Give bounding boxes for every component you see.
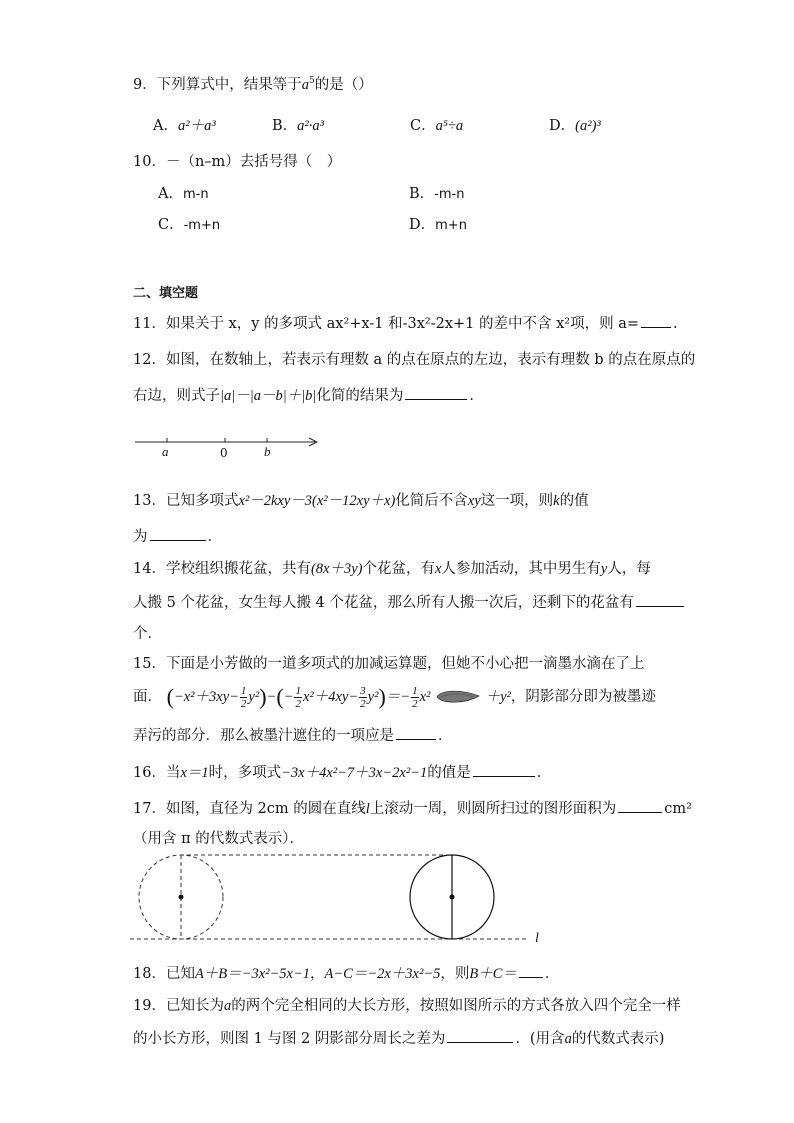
ink-blot-icon (435, 689, 481, 705)
q14-answer-blank[interactable] (636, 592, 684, 607)
q15-line2: 面． (−x²＋3xy− $\frac{1}{2}$ y²)−(− $\frac{1}{2}$ x²＋4xy− $\frac{3}{2}$ y²)＝− $\frac{1}{2}$ x² ＋y²，阴影部分即为被墨迹 (133, 684, 656, 711)
q10-stem: 10．－（n–m）去括号得（ ） (133, 154, 342, 170)
q14-line2: 人搬 5 个花盆，女生每人搬 4 个花盆，那么所有人搬一次后，还剩下的花盆有 (133, 591, 686, 612)
q12-line1: 12．如图，在数轴上，若表示有理数 a 的点在原点的左边，表示有理数 b 的点在原点的 (133, 352, 696, 368)
q15-answer-blank[interactable] (396, 725, 436, 740)
q18-text: 18．已知A＋B＝−3x²−5x−1，A−C＝−2x＋3x²−5，则B＋C＝ ． (133, 962, 559, 983)
q19-answer-blank[interactable] (447, 1028, 513, 1043)
q13-line1: 13．已知多项式x²－2kxy－3(x²－12xy＋x)化简后不含xy这一项，则k的值 (133, 493, 589, 509)
q10-option-d[interactable]: D．m+n (409, 217, 467, 233)
q17-line2: （用含 π 的代数式表示）． (133, 831, 304, 847)
q11-text: 11．如果关于 x，y 的多项式 ax²+x-1 和-3x²-2x+1 的差中不含 x²项，则 a= . (133, 312, 678, 333)
q9-option-a[interactable]: A．a²＋a³ (153, 118, 216, 134)
q18-answer-blank[interactable] (519, 963, 543, 978)
q10-option-a[interactable]: A．m-n (158, 186, 209, 202)
q16-answer-blank[interactable] (473, 762, 535, 777)
axis-label-0: 0 (220, 446, 228, 460)
line-label-l: l (535, 931, 539, 946)
q10-option-b[interactable]: B．-m-n (409, 186, 465, 202)
q13-line2: 为 ． (133, 525, 222, 546)
q9-stem: 9．下列算式中，结果等于$a^5$的是（） (133, 76, 373, 93)
q16-text: 16．当x＝1时，多项式−3x＋4x²−7＋3x−2x²−1的值是 ． (133, 761, 551, 782)
q11-answer-blank[interactable] (641, 313, 671, 328)
q15-line1: 15．下面是小芳做的一道多项式的加减运算题，但她不小心把一滴墨水滴在了上 (133, 656, 645, 672)
q9-option-b[interactable]: B．a²·a³ (272, 118, 324, 134)
section-heading: 二、填空题 (133, 286, 199, 301)
q17-answer-blank[interactable] (618, 798, 662, 813)
axis-label-a: a (162, 444, 169, 459)
q10-option-c[interactable]: C．-m+n (158, 217, 221, 233)
q12-line2: 右边，则式子|a|－|a－b|＋|b|化简的结果为 ． (133, 384, 484, 405)
q15-line3: 弄污的部分．那么被墨汁遮住的一项应是 ． (133, 724, 453, 745)
rolling-circle-figure (130, 850, 540, 950)
q17-line1: 17．如图，直径为 2cm 的圆在直线l上滚动一周，则圆所扫过的图形面积为 cm² (133, 797, 692, 818)
q13-answer-blank[interactable] (150, 526, 206, 541)
q9-option-c[interactable]: C．a⁵÷a (410, 118, 464, 134)
q14-line1: 14．学校组织搬花盆，共有(8x＋3y)个花盆，有x人参加活动，其中男生有y人，每 (133, 561, 651, 577)
q15-expression: (−x²＋3xy− $\frac{1}{2}$ y²)−(− $\frac{1}{2}$ x²＋4xy− $\frac{3}{2}$ y²)＝− $\frac{1}{2}$ x² (166, 684, 431, 711)
q14-line3: 个． (133, 626, 162, 642)
q19-line1: 19．已知长为a的两个完全相同的大长方形，按照如图所示的方式各放入四个完全一样 (133, 998, 681, 1014)
q19-line2: 的小长方形，则图 1 与图 2 阴影部分周长之差为 ．(用含a的代数式表示) (133, 1027, 664, 1048)
q12-answer-blank[interactable] (405, 385, 467, 400)
q9-option-d[interactable]: D．(a²)³ (549, 118, 601, 134)
axis-label-b: b (264, 444, 271, 459)
